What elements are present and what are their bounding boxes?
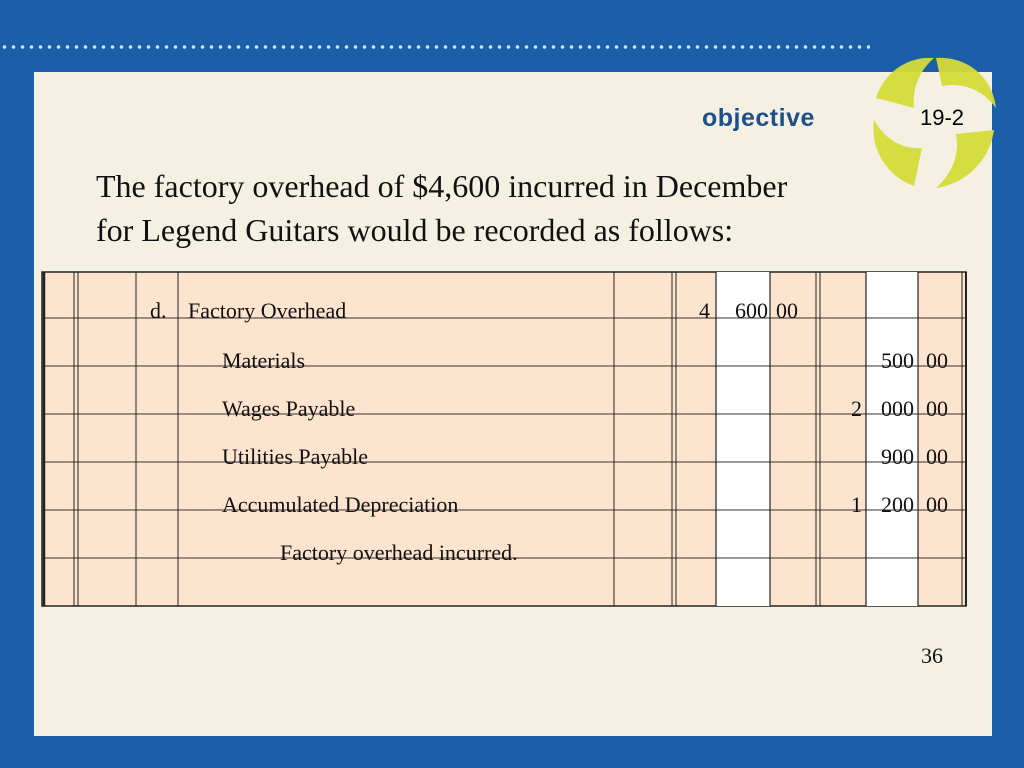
- objective-number: 19-2: [920, 105, 965, 130]
- intro-text: [96, 164, 956, 252]
- journal-entry-table: [40, 270, 968, 608]
- intro-line-1: The factory overhead of $4,600 incurred in December: [96, 168, 788, 204]
- page-number: 36: [921, 643, 943, 668]
- dotted-divider: [0, 43, 870, 51]
- credit-cents: 00: [926, 492, 948, 517]
- account-name: Utilities Payable: [222, 444, 369, 469]
- entry-letter: d.: [150, 298, 167, 323]
- debit-thousands: 4: [699, 298, 710, 323]
- account-name: Materials: [222, 348, 306, 373]
- entry-explanation: Factory overhead incurred.: [280, 540, 518, 565]
- debit-cents: 00: [776, 298, 798, 323]
- credit-units: 200: [881, 492, 914, 517]
- credit-units: 900: [881, 444, 914, 469]
- credit-cents: 00: [926, 396, 948, 421]
- credit-thousands: 1: [851, 492, 862, 517]
- intro-line-2: for Legend Guitars would be recorded as follows:: [96, 212, 734, 248]
- credit-cents: 00: [926, 348, 948, 373]
- credit-units: 000: [881, 396, 914, 421]
- account-name: Accumulated Depreciation: [222, 492, 459, 517]
- account-name: Factory Overhead: [188, 298, 347, 323]
- account-name: Wages Payable: [222, 396, 356, 421]
- credit-units: 500: [881, 348, 914, 373]
- amount-column-2: [866, 272, 918, 606]
- objective-label: objective: [702, 104, 815, 132]
- debit-units: 600: [735, 298, 768, 323]
- credit-cents: 00: [926, 444, 948, 469]
- credit-thousands: 2: [851, 396, 862, 421]
